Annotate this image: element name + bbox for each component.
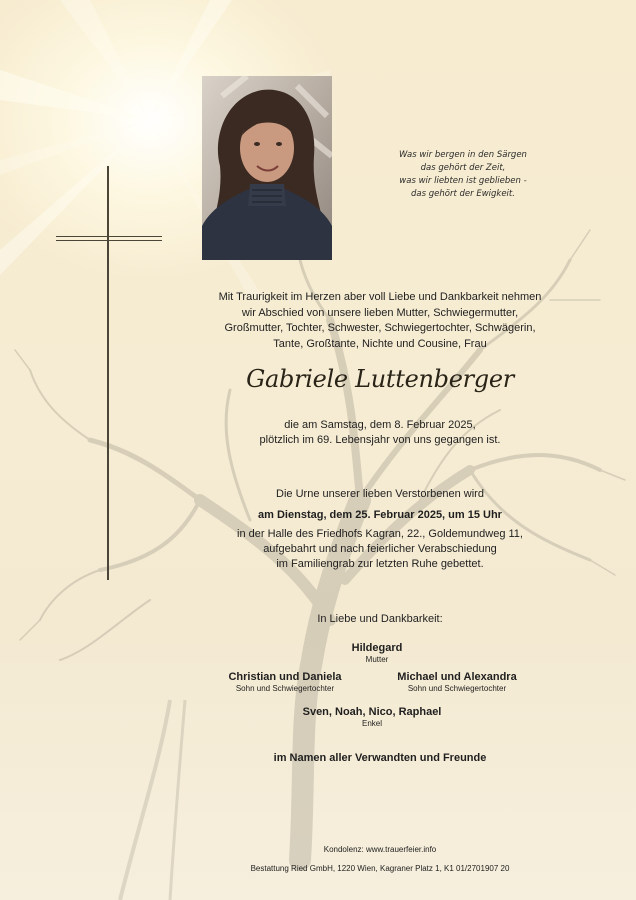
- intro-line: Mit Traurigkeit im Herzen aber voll Liebe und Dankbarkeit nehmen: [218, 291, 542, 303]
- quote-line: was wir liebten ist geblieben -: [399, 176, 527, 186]
- intro-text: [185, 290, 575, 352]
- mourner-grandchildren: [297, 706, 447, 728]
- passing-text: [185, 418, 575, 448]
- quote-line: das gehört der Ewigkeit.: [411, 189, 515, 199]
- mourner-relation: Sohn und Schwiegertochter: [407, 684, 507, 693]
- intro-line: Tante, Großtante, Nichte und Cousine, Frau: [273, 337, 487, 350]
- mourner-name: Michael und Alexandra: [397, 671, 517, 683]
- relatives-text: [185, 751, 575, 766]
- portrait-photo: [202, 76, 332, 260]
- funeral-line: im Familiengrab zur letzten Ruhe gebettet.: [276, 558, 484, 570]
- funeral-info: [185, 487, 575, 572]
- mourner-relation: Mutter: [365, 655, 389, 664]
- passing-line: plötzlich im 69. Lebensjahr von uns gegangen ist.: [259, 434, 501, 446]
- funeral-intro-line: Die Urne unserer lieben Verstorbenen wird: [276, 488, 484, 500]
- cross-horizontal-bar: [56, 236, 162, 241]
- intro-line: wir Abschied von unsere lieben Mutter, Schwiegermutter,: [241, 306, 519, 319]
- mourner-christian: [210, 671, 360, 693]
- memorial-quote: [382, 149, 544, 201]
- mourner-relation: Sohn und Schwiegertochter: [235, 684, 335, 693]
- funeral-line: in der Halle des Friedhofs Kagran, 22., Goldemundweg 11,: [237, 528, 523, 540]
- quote-line: das gehört der Zeit,: [420, 163, 506, 173]
- relatives-line: im Namen aller Verwandten und Freunde: [273, 752, 487, 764]
- quote-line: Was wir bergen in den Särgen: [399, 150, 527, 160]
- passing-line: die am Samstag, dem 8. Februar 2025,: [284, 419, 476, 431]
- deceased-name: Gabriele Luttenberger: [246, 365, 514, 393]
- thanks-line: In Liebe und Dankbarkeit:: [317, 613, 443, 625]
- mourner-name: Hildegard: [351, 642, 403, 654]
- mourner-relation: Enkel: [361, 719, 382, 728]
- undertaker-info: Bestattung Ried GmbH, 1220 Wien, Kagraner Platz 1, K1 01/2701907 20: [250, 864, 510, 873]
- intro-line: Großmutter, Tochter, Schwester, Schwiegertochter, Schwägerin,: [224, 322, 536, 334]
- mourner-name: Christian und Daniela: [228, 671, 342, 683]
- mourner-hildegard: [327, 642, 427, 664]
- cross-vertical-bar: [107, 166, 109, 580]
- mourner-michael: [382, 671, 532, 693]
- mourner-name: Sven, Noah, Nico, Raphael: [302, 706, 442, 718]
- funeral-date: am Dienstag, dem 25. Februar 2025, um 15 Uhr: [258, 509, 502, 521]
- funeral-line: aufgebahrt und nach feierlicher Verabschiedung: [263, 543, 497, 555]
- condolence-link[interactable]: Kondolenz: www.trauerfeier.info: [323, 845, 437, 854]
- thanks-text: [185, 612, 575, 627]
- portrait-image: [202, 76, 332, 260]
